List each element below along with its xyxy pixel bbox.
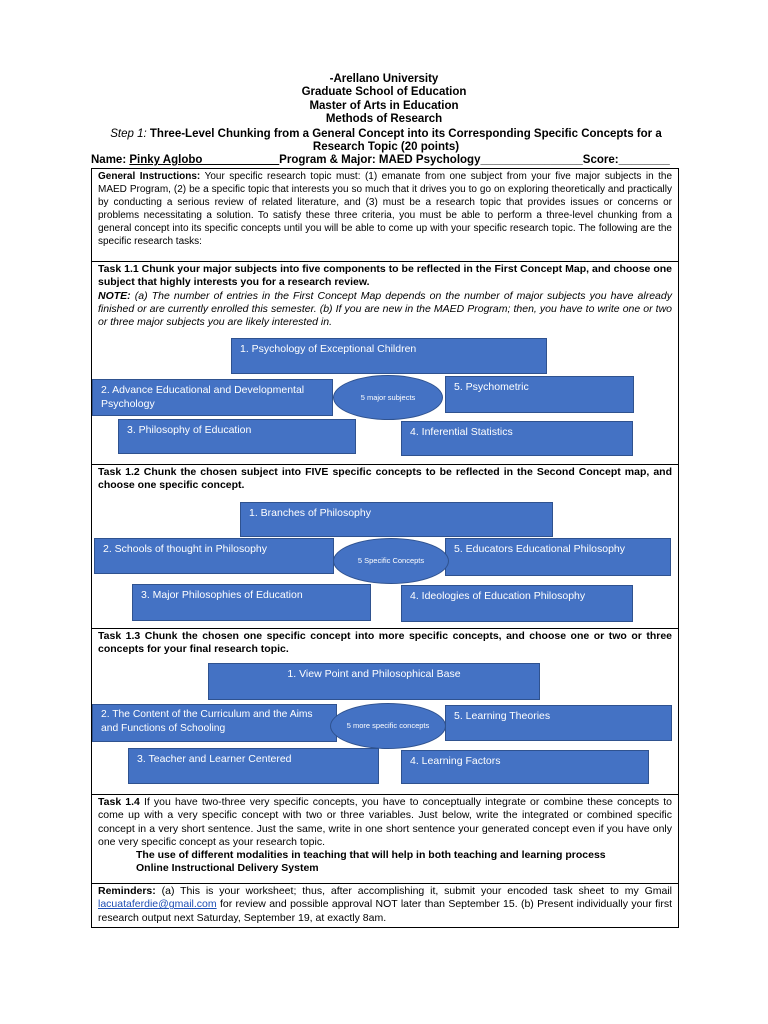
step-title-text: Three-Level Chunking from a General Concept into its Corresponding Specific Concepts for a Research Topic (20 points) <box>146 128 662 153</box>
concept3-box-1: 1. View Point and Philosophical Base <box>208 663 540 700</box>
step-label: Step 1: <box>110 128 147 140</box>
reminders-label: Reminders: <box>98 885 156 897</box>
concept1-box-1: 1. Psychology of Exceptional Children <box>231 338 547 374</box>
reminders <box>92 884 678 927</box>
concept1-box-4: 4. Inferential Statistics <box>401 421 633 456</box>
university-name: -Arellano University <box>329 73 439 85</box>
general-instructions <box>92 169 678 262</box>
general-label: General Instructions: <box>98 171 201 182</box>
general-text: Your specific research topic must: (1) emanate from one subject from your five major subjects in the MAED Program, (2) be a specific topic that interests you so much that it drives you to go on exploring theoretically and practically by conducting a serious review of related literature, and (3) must be a research topic that provides issues or concerns or problems necessitating a solution. To satisfy these three criteria, you must be able to perform a three-level chunking from a general concept into its specific concepts until you will be able to come up with your specific research topic. The following are the specific research tasks: <box>98 171 673 247</box>
program-name: Master of Arts in Education <box>309 100 459 112</box>
concept2-center-oval: 5 Specific Concepts <box>333 538 449 584</box>
name-line <box>91 154 681 166</box>
task-1-1-note-label: NOTE: <box>98 289 131 302</box>
concept1-box-3: 3. Philosophy of Education <box>118 419 356 454</box>
concept1-box-2: 2. Advance Educational and Developmental Psychology <box>92 379 333 416</box>
concept3-box-4: 4. Learning Factors <box>401 750 649 784</box>
task-1-4-text: If you have two-three very specific concepts, you have to conceptually integrate or combine these concepts to come up with a very specific concept with two or three variables. Just below, write the integrated or combined specific concept in a very short sentence. Just the same, write in one short sentence your generated concept even if you have only one very specific concept as your research topic. <box>98 796 672 848</box>
task-1-2-title: Task 1.2 Chunk the chosen subject into FIVE specific concepts to be reflected in the Second Concept map, and choose one specific concept. <box>98 466 672 492</box>
task-1-4 <box>92 795 678 884</box>
concept2-box-2: 2. Schools of thought in Philosophy <box>94 538 334 574</box>
concept3-box-3: 3. Teacher and Learner Centered <box>128 748 379 784</box>
course-name: Methods of Research <box>325 113 443 125</box>
concept3-box-5: 5. Learning Theories <box>445 705 672 741</box>
task-1-4-answer-1: The use of different modalities in teaching that will help in both teaching and learning process <box>136 849 606 862</box>
concept2-box-5: 5. Educators Educational Philosophy <box>445 538 671 576</box>
reminders-text-1: (a) This is your worksheet; thus, after accomplishing it, submit your encoded task sheet to my Gmail <box>155 885 672 897</box>
program-value: MAED Psychology________________ <box>378 154 583 166</box>
task-1-1-note: (a) The number of entries in the First Concept Map depends on the number of major subjects you have already finished or are currently enrolled this semester. (b) If you are new in the MAED Program; then, you have to write one or two or three major subjects you are likely interested in. <box>98 289 672 329</box>
step-title <box>96 128 676 154</box>
name-value: Pinky Aglobo____________ <box>129 154 280 166</box>
concept3-box-2: 2. The Content of the Curriculum and the Aims and Functions of Schooling <box>92 704 337 742</box>
task-1-4-answer-2: Online Instructional Delivery System <box>136 862 319 875</box>
task-1-1-title: Task 1.1 Chunk your major subjects into five components to be reflected in the First Concept Map, and choose one subject that highly interests you for a research review. <box>98 263 672 289</box>
program-label: Program & Major: <box>279 154 379 166</box>
reminders-text-2: for review and possible approval NOT later than September 15. (b) Present individually your first research output next Saturday, September 19, at exactly 8am. <box>98 898 672 924</box>
concept3-center-oval: 5 more specific concepts <box>330 703 446 749</box>
concept1-box-5: 5. Psychometric <box>445 376 634 413</box>
school-name: Graduate School of Education <box>301 86 467 98</box>
task-1-3-title: Task 1.3 Chunk the chosen one specific concept into more specific concepts, and choose one or two or three concepts for your final research topic. <box>98 630 672 656</box>
task-1-4-label: Task 1.4 <box>98 796 140 808</box>
concept2-box-3: 3. Major Philosophies of Education <box>132 584 371 621</box>
email-link[interactable]: lacuataferdie@gmail.com <box>98 898 217 911</box>
concept2-box-4: 4. Ideologies of Education Philosophy <box>401 585 633 622</box>
score-label: Score:________ <box>582 154 670 166</box>
name-label: Name: <box>91 154 130 166</box>
concept2-box-1: 1. Branches of Philosophy <box>240 502 553 537</box>
concept1-center-oval: 5 major subjects <box>333 375 443 420</box>
